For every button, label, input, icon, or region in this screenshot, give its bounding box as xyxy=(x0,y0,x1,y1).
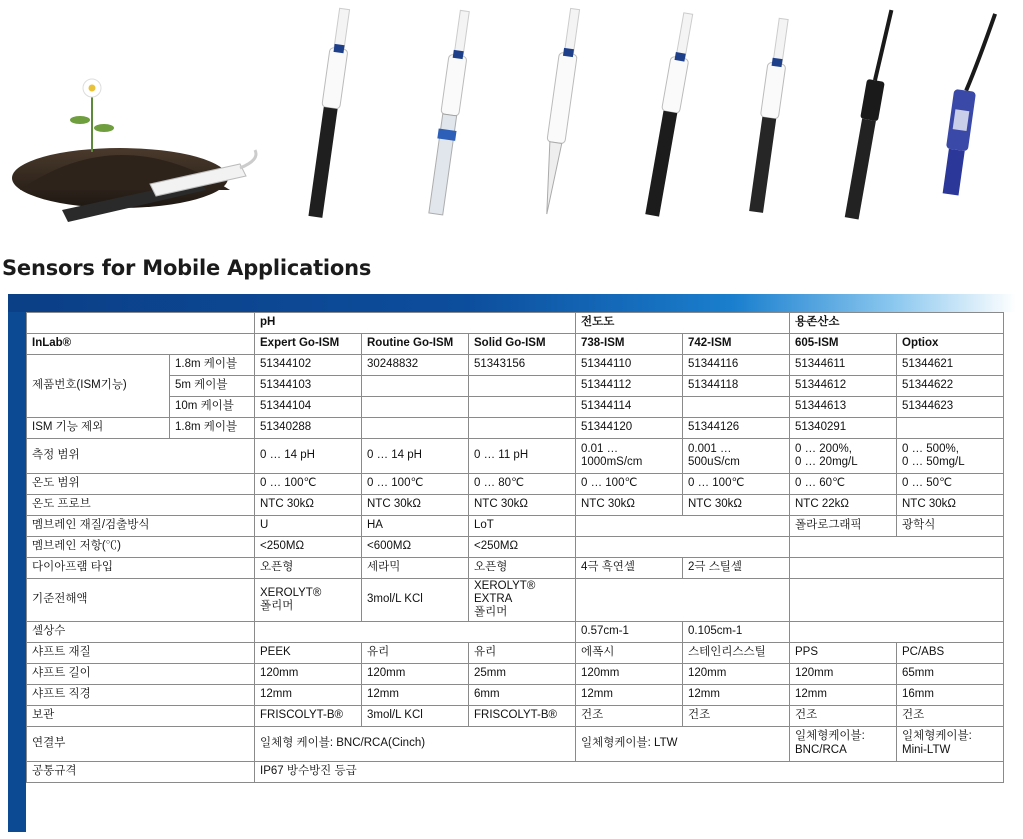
table-row xyxy=(27,474,1004,495)
row-sublabel: 10m 케이블 xyxy=(170,397,255,418)
table-cell: 51344621 xyxy=(897,355,1004,376)
table-row xyxy=(27,558,1004,579)
table-row xyxy=(27,663,1004,684)
row-label: 샤프트 길이 xyxy=(27,663,255,684)
table-cell: 51344126 xyxy=(683,418,790,439)
table-cell xyxy=(897,418,1004,439)
table-cell: 51344102 xyxy=(255,355,362,376)
table-cell: 12mm xyxy=(790,684,897,705)
table-cell xyxy=(790,439,897,474)
table-cell: 세라믹 xyxy=(362,558,469,579)
table-cell: 3mol/L KCl xyxy=(362,705,469,726)
table-row xyxy=(27,355,1004,376)
table-cell xyxy=(576,579,790,622)
table-cell: 6mm xyxy=(469,684,576,705)
table-cell xyxy=(897,726,1004,761)
table-cell: 0 … 60℃ xyxy=(790,474,897,495)
table-cell: 0 … 100℃ xyxy=(683,474,790,495)
table-cell: HA xyxy=(362,516,469,537)
table-cell: 120mm xyxy=(255,663,362,684)
table-cell: 65mm xyxy=(897,663,1004,684)
table-cell xyxy=(255,579,362,622)
table-cell: LoT xyxy=(469,516,576,537)
group-dissolved-oxygen: 용존산소 xyxy=(790,313,1004,334)
table-cell: 51344116 xyxy=(683,355,790,376)
table-cell xyxy=(576,439,683,474)
spec-table xyxy=(26,312,1004,783)
table-cell xyxy=(255,621,576,642)
model-header: Optiox xyxy=(897,334,1004,355)
table-cell: 120mm xyxy=(362,663,469,684)
table-cell: 0 … 100℃ xyxy=(255,474,362,495)
table-cell: 120mm xyxy=(683,663,790,684)
probe-expert-go-ism xyxy=(306,8,353,218)
table-cell xyxy=(683,439,790,474)
table-cell: 51344611 xyxy=(790,355,897,376)
table-cell: 51344103 xyxy=(255,376,362,397)
table-cell: NTC 30kΩ xyxy=(897,495,1004,516)
row-label: 온도 프로브 xyxy=(27,495,255,516)
row-sublabel: 5m 케이블 xyxy=(170,376,255,397)
cell-line: 1000mS/cm xyxy=(581,456,643,468)
table-cell xyxy=(790,726,897,761)
model-header: 738-ISM xyxy=(576,334,683,355)
table-cell: 4극 흑연셀 xyxy=(576,558,683,579)
row-label: 측정 범위 xyxy=(27,439,255,474)
table-cell: 0 … 80℃ xyxy=(469,474,576,495)
corner-cell xyxy=(27,313,255,334)
table-cell: 유리 xyxy=(362,642,469,663)
table-cell: 12mm xyxy=(683,684,790,705)
table-cell: 51343156 xyxy=(469,355,576,376)
table-cell: PC/ABS xyxy=(897,642,1004,663)
row-label: 멤브레인 저항(℃) xyxy=(27,537,255,558)
table-cell xyxy=(790,537,1004,558)
table-cell: 0 … 14 pH xyxy=(362,439,469,474)
table-cell: 건조 xyxy=(897,705,1004,726)
table-cell xyxy=(790,579,1004,622)
table-cell: 유리 xyxy=(469,642,576,663)
table-cell: 스테인리스스틸 xyxy=(683,642,790,663)
model-header: 605-ISM xyxy=(790,334,897,355)
table-cell: NTC 30kΩ xyxy=(469,495,576,516)
table-cell: <250MΩ xyxy=(469,537,576,558)
row-label: ISM 기능 제외 xyxy=(27,418,170,439)
row-label: 제품번호(ISM기능) xyxy=(27,355,170,418)
table-cell xyxy=(362,397,469,418)
table-cell: NTC 30kΩ xyxy=(362,495,469,516)
table-cell: 51344120 xyxy=(576,418,683,439)
table-cell: 일체형 케이블: BNC/RCA(Cinch) xyxy=(255,726,576,761)
table-cell xyxy=(790,621,1004,642)
table-row xyxy=(27,537,1004,558)
model-header: Routine Go-ISM xyxy=(362,334,469,355)
row-label: 다이아프램 타입 xyxy=(27,558,255,579)
table-cell: 25mm xyxy=(469,663,576,684)
probe-routine-go-ism xyxy=(427,10,473,216)
row-label: 샤프트 직경 xyxy=(27,684,255,705)
table-row xyxy=(27,684,1004,705)
table-cell: 0 … 50℃ xyxy=(897,474,1004,495)
table-row xyxy=(27,621,1004,642)
cell-line: 일체형케이블: xyxy=(902,730,972,743)
cell-line: BNC/RCA xyxy=(795,743,847,756)
table-row xyxy=(27,495,1004,516)
side-accent-bar xyxy=(8,312,26,832)
table-cell: 건조 xyxy=(790,705,897,726)
cell-line: XEROLYT® xyxy=(260,586,322,599)
table-cell: PEEK xyxy=(255,642,362,663)
table-row xyxy=(27,397,1004,418)
table-cell: 51344623 xyxy=(897,397,1004,418)
table-cell xyxy=(362,376,469,397)
section-title: Sensors for Mobile Applications xyxy=(2,256,372,280)
table-cell xyxy=(469,418,576,439)
table-cell: 51344613 xyxy=(790,397,897,418)
row-label: 기준전해액 xyxy=(27,579,255,622)
table-row xyxy=(27,418,1004,439)
table-cell: 51344110 xyxy=(576,355,683,376)
table-cell xyxy=(576,516,790,537)
table-row xyxy=(27,705,1004,726)
table-row xyxy=(27,313,1004,334)
table-cell: FRISCOLYT-B® xyxy=(255,705,362,726)
table-cell: 120mm xyxy=(576,663,683,684)
table-cell: 30248832 xyxy=(362,355,469,376)
row-label: 샤프트 재질 xyxy=(27,642,255,663)
table-cell: 건조 xyxy=(683,705,790,726)
cell-line: Mini-LTW xyxy=(902,743,951,756)
table-cell: 51344104 xyxy=(255,397,362,418)
table-cell xyxy=(683,397,790,418)
probe-742-ism xyxy=(747,18,792,214)
row-label: 연결부 xyxy=(27,726,255,761)
cell-line: 0 … 20mg/L xyxy=(795,456,858,468)
table-cell: 오픈형 xyxy=(255,558,362,579)
group-ph: pH xyxy=(255,313,576,334)
table-row xyxy=(27,726,1004,761)
table-row xyxy=(27,761,1004,782)
table-cell: 에폭시 xyxy=(576,642,683,663)
table-cell xyxy=(469,579,576,622)
table-cell: 0 … 100℃ xyxy=(576,474,683,495)
table-cell: NTC 30kΩ xyxy=(576,495,683,516)
table-cell: NTC 30kΩ xyxy=(683,495,790,516)
table-cell: 12mm xyxy=(255,684,362,705)
table-cell: 16mm xyxy=(897,684,1004,705)
cell-line: 폴리머 xyxy=(474,606,508,619)
table-cell: 12mm xyxy=(576,684,683,705)
table-cell: 0 … 14 pH xyxy=(255,439,362,474)
cell-line: 0.01 … xyxy=(581,442,619,455)
row-label: 셀상수 xyxy=(27,621,255,642)
row-label: 공통규격 xyxy=(27,761,255,782)
table-cell xyxy=(469,397,576,418)
group-conductivity: 전도도 xyxy=(576,313,790,334)
table-cell: 0 … 11 pH xyxy=(469,439,576,474)
table-cell: 2극 스틸셀 xyxy=(683,558,790,579)
table-cell xyxy=(469,376,576,397)
table-cell: FRISCOLYT-B® xyxy=(469,705,576,726)
cell-line: XEROLYT® EXTRA xyxy=(474,580,536,606)
model-header: Expert Go-ISM xyxy=(255,334,362,355)
row-sublabel: 1.8m 케이블 xyxy=(170,355,255,376)
table-row xyxy=(27,642,1004,663)
row-label: 보관 xyxy=(27,705,255,726)
table-row xyxy=(27,516,1004,537)
table-cell: 오픈형 xyxy=(469,558,576,579)
header-gradient-bar xyxy=(8,294,1016,312)
probe-605-ism xyxy=(843,8,898,220)
row-label: 온도 범위 xyxy=(27,474,255,495)
model-header: Solid Go-ISM xyxy=(469,334,576,355)
table-cell: 51344622 xyxy=(897,376,1004,397)
table-cell: 0.57cm-1 xyxy=(576,621,683,642)
table-cell: <250MΩ xyxy=(255,537,362,558)
table-cell: 51344112 xyxy=(576,376,683,397)
table-cell xyxy=(576,537,790,558)
table-cell: 120mm xyxy=(790,663,897,684)
table-cell: 0.105cm-1 xyxy=(683,621,790,642)
table-cell: IP67 방수방진 등급 xyxy=(255,761,1004,782)
table-cell: 51340288 xyxy=(255,418,362,439)
table-cell: 0 … 100℃ xyxy=(362,474,469,495)
probe-738-ism xyxy=(643,12,696,217)
table-cell: NTC 30kΩ xyxy=(255,495,362,516)
table-row xyxy=(27,439,1004,474)
table-row xyxy=(27,579,1004,622)
table-cell: 51344114 xyxy=(576,397,683,418)
table-cell: 51344612 xyxy=(790,376,897,397)
product-photos xyxy=(0,0,1023,232)
cell-line: 폴리머 xyxy=(260,599,294,612)
model-header: 742-ISM xyxy=(683,334,790,355)
inlab-label: InLab® xyxy=(27,334,255,355)
cell-line: 0 … 500%, xyxy=(902,442,959,455)
table-cell: 폴라로그래픽 xyxy=(790,516,897,537)
probe-solid-go-ism xyxy=(537,8,584,215)
table-cell: <600MΩ xyxy=(362,537,469,558)
cell-line: 일체형케이블: xyxy=(795,730,865,743)
table-cell xyxy=(362,418,469,439)
table-cell: 일체형케이블: LTW xyxy=(576,726,790,761)
table-cell: 광학식 xyxy=(897,516,1004,537)
table-cell: 3mol/L KCl xyxy=(362,579,469,622)
table-cell: 12mm xyxy=(362,684,469,705)
table-cell: 51344118 xyxy=(683,376,790,397)
table-cell: 51340291 xyxy=(790,418,897,439)
table-cell: PPS xyxy=(790,642,897,663)
table-cell: 건조 xyxy=(576,705,683,726)
row-label: 멤브레인 재질/검출방식 xyxy=(27,516,255,537)
probe-optiox xyxy=(940,10,995,197)
table-cell: NTC 22kΩ xyxy=(790,495,897,516)
table-cell xyxy=(790,558,1004,579)
cell-line: 0 … 50mg/L xyxy=(902,456,965,468)
table-cell xyxy=(897,439,1004,474)
table-row xyxy=(27,376,1004,397)
cell-line: 500uS/cm xyxy=(688,456,740,468)
row-sublabel: 1.8m 케이블 xyxy=(170,418,255,439)
cell-line: 0 … 200%, xyxy=(795,442,852,455)
cell-line: 0.001 … xyxy=(688,442,732,455)
table-row xyxy=(27,334,1004,355)
table-cell: U xyxy=(255,516,362,537)
